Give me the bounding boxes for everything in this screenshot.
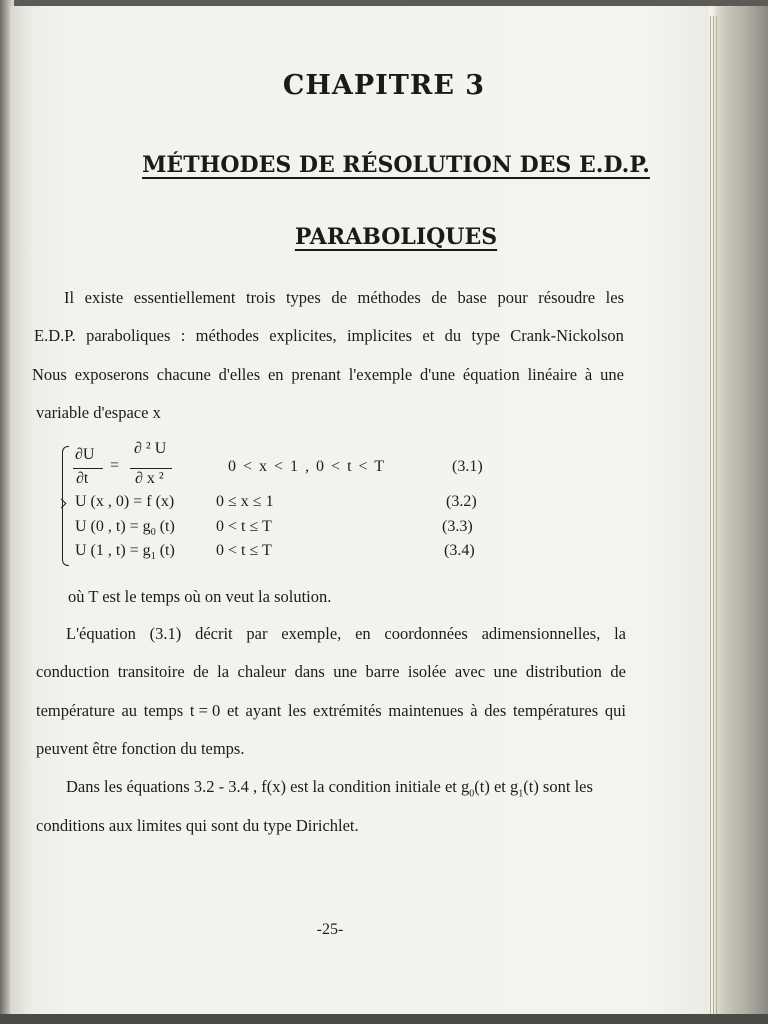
paragraph3-line1-part-a: Dans les équations 3.2 - 3.4 , f(x) est la condition initiale et g — [66, 777, 470, 796]
word: de — [331, 288, 347, 307]
word: les — [287, 701, 307, 720]
word: et — [226, 701, 239, 720]
word: conduction — [36, 662, 110, 681]
paragraph2-line2 — [36, 662, 626, 682]
word: (3.1) — [149, 624, 182, 643]
word: d'elles — [218, 365, 261, 384]
word: en — [267, 365, 284, 384]
eq1-equals: = — [110, 457, 120, 474]
word: E.D.P. — [34, 326, 76, 345]
word: les — [605, 288, 624, 307]
word: Nous — [32, 365, 67, 384]
eq3-domain: 0 < t ≤ T — [216, 518, 272, 535]
word: : — [180, 326, 186, 345]
word: isolée — [407, 662, 447, 681]
word: méthodes — [195, 326, 259, 345]
g1-subscript: 1 — [518, 788, 524, 800]
word: adimensionnelles, — [481, 624, 601, 643]
word: distribution — [525, 662, 602, 681]
eq4-lhs — [75, 542, 175, 562]
eq3-lhs-main: U (0 , t) = g — [75, 518, 151, 535]
word: base — [457, 288, 487, 307]
word: exposerons — [74, 365, 149, 384]
paragraph1-line3 — [32, 365, 624, 385]
word: de — [610, 662, 626, 681]
chapter-title-line2 — [12, 224, 768, 250]
word: pour — [497, 288, 528, 307]
eq3-label: (3.3) — [442, 518, 473, 535]
word: méthodes — [357, 288, 421, 307]
eq3-subscript: 0 — [150, 527, 156, 539]
chapter-title-line2-text: PARABOLIQUES — [294, 224, 498, 250]
word: t = 0 — [189, 701, 221, 720]
paragraph1-line2 — [34, 326, 624, 346]
word: Crank-Nickolson — [510, 326, 624, 345]
page-number: -25- — [316, 921, 344, 938]
word: équation — [462, 365, 520, 384]
word: à — [470, 701, 478, 720]
eq3-lhs-arg: (t) — [155, 518, 175, 535]
paragraph2-line4: peuvent être fonction du temps. — [36, 739, 245, 758]
word: temps — [143, 701, 184, 720]
word: température — [36, 701, 115, 720]
word: du — [444, 326, 462, 345]
word: barre — [365, 662, 400, 681]
word: paraboliques — [86, 326, 171, 345]
word: avec — [454, 662, 486, 681]
paragraph3-line1-part-c: (t) sont les — [523, 777, 593, 796]
word: existe — [84, 288, 124, 307]
eq4-lhs-main: U (1 , t) = g — [75, 542, 151, 559]
word: de — [431, 288, 447, 307]
paragraph3-line1 — [66, 777, 593, 799]
scan-bottom-border — [0, 1014, 768, 1024]
word: implicites — [346, 326, 413, 345]
word: type — [471, 326, 500, 345]
paragraph3-line2: conditions aux limites qui sont du type Dirichlet. — [36, 816, 359, 835]
word: coordonnées — [384, 624, 468, 643]
eq1-numerator-right: ∂ ² U — [134, 440, 167, 457]
eq1-denominator-left: ∂t — [76, 470, 89, 487]
word: exemple, — [281, 624, 342, 643]
chapter-title-line1 — [12, 152, 768, 178]
paragraph2-line1 — [66, 624, 626, 644]
word: en — [355, 624, 371, 643]
eq2-domain: 0 ≤ x ≤ 1 — [216, 493, 274, 510]
word: transitoire — [117, 662, 185, 681]
word: une — [493, 662, 518, 681]
word: de — [193, 662, 209, 681]
word: maintenues — [388, 701, 464, 720]
word: des — [484, 701, 507, 720]
after-equations-text: où T est le temps où on veut la solution. — [68, 587, 332, 606]
word: la — [614, 624, 626, 643]
word: prenant — [291, 365, 341, 384]
eq4-domain: 0 < t ≤ T — [216, 542, 272, 559]
chapter-title-line1-text: MÉTHODES DE RÉSOLUTION DES E.D.P. — [142, 152, 650, 178]
word: qui — [604, 701, 626, 720]
paragraph1-line4: variable d'espace x — [36, 403, 161, 422]
eq2-lhs: U (x , 0) = f (x) — [75, 493, 175, 510]
word: dans — [294, 662, 325, 681]
paragraph3-line1-part-b: (t) et g — [474, 777, 519, 796]
eq4-subscript: 1 — [150, 551, 156, 563]
eq4-label: (3.4) — [444, 542, 475, 559]
word: d'une — [420, 365, 456, 384]
word: une — [333, 662, 358, 681]
eq2-label: (3.2) — [446, 493, 477, 510]
word: types — [285, 288, 321, 307]
eq1-domain: 0 < x < 1 , 0 < t < T — [228, 458, 385, 475]
word: Il — [64, 288, 75, 307]
word: une — [600, 365, 624, 384]
word: essentiellement — [133, 288, 236, 307]
word: au — [121, 701, 138, 720]
g0-subscript: 0 — [469, 788, 475, 800]
paragraph2-line3 — [36, 701, 626, 721]
word: et — [422, 326, 435, 345]
word: décrit — [195, 624, 233, 643]
eq1-fraction-bar-right — [130, 468, 172, 469]
word: résoudre — [538, 288, 596, 307]
word: à — [584, 365, 593, 384]
chapter-heading: CHAPITRE 3 — [282, 70, 486, 101]
word: ayant — [245, 701, 282, 720]
paragraph1-line1 — [64, 288, 624, 308]
eq1-label: (3.1) — [452, 458, 483, 475]
word: chaleur — [237, 662, 287, 681]
word: trois — [246, 288, 276, 307]
eq1-numerator-left: ∂U — [75, 446, 95, 463]
eq1-fraction-bar-left — [73, 468, 103, 469]
eq4-lhs-arg: (t) — [155, 542, 175, 559]
word: par — [246, 624, 268, 643]
word: la — [217, 662, 230, 681]
eq1-denominator-right: ∂ x ² — [135, 470, 164, 487]
word: l'exemple — [348, 365, 413, 384]
eq3-lhs — [75, 518, 175, 538]
word: chacune — [156, 365, 211, 384]
word: explicites, — [269, 326, 337, 345]
word: linéaire — [527, 365, 578, 384]
word: extrémités — [313, 701, 382, 720]
word: températures — [512, 701, 599, 720]
word: L'équation — [66, 624, 136, 643]
